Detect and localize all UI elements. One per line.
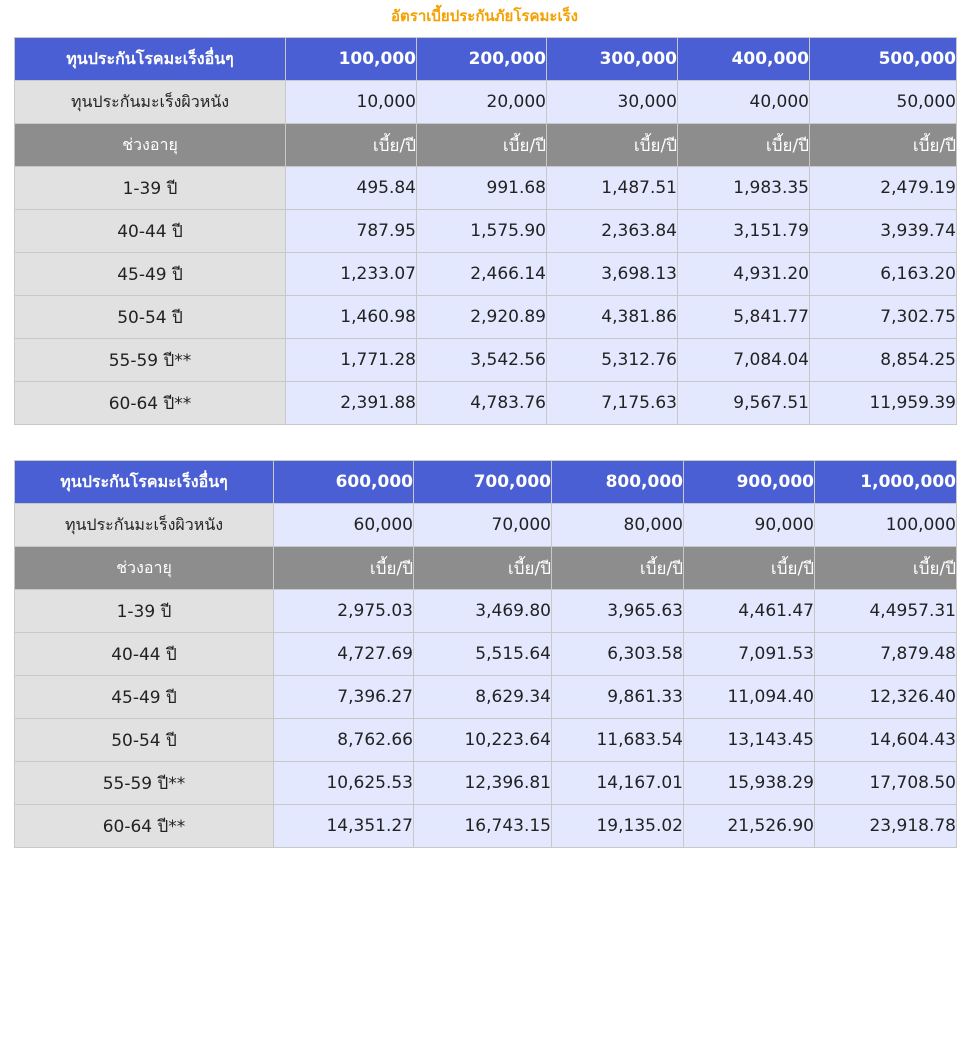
premium-cell: 6,303.58	[552, 633, 684, 676]
premium-cell: 1,233.07	[286, 253, 417, 296]
premium-unit-header: เบี้ย/ปี	[417, 124, 547, 167]
table-row	[15, 253, 957, 296]
premium-cell: 2,975.03	[274, 590, 414, 633]
sum-insured-value: 100,000	[286, 38, 417, 81]
table-row	[15, 296, 957, 339]
premium-cell: 21,526.90	[684, 805, 815, 848]
skin-cancer-value: 10,000	[286, 81, 417, 124]
sum-insured-header-row	[15, 38, 957, 81]
premium-cell: 787.95	[286, 210, 417, 253]
table-row	[15, 167, 957, 210]
skin-cancer-label: ทุนประกันมะเร็งผิวหนัง	[15, 504, 274, 547]
table-row	[15, 719, 957, 762]
premium-cell: 4,783.76	[417, 382, 547, 425]
premium-cell: 2,363.84	[547, 210, 678, 253]
premium-cell: 495.84	[286, 167, 417, 210]
premium-cell: 4,727.69	[274, 633, 414, 676]
premium-cell: 4,931.20	[678, 253, 810, 296]
premium-table-2	[14, 460, 957, 848]
premium-unit-header: เบี้ย/ปี	[684, 547, 815, 590]
premium-cell: 10,223.64	[414, 719, 552, 762]
sum-insured-value: 200,000	[417, 38, 547, 81]
sum-insured-value: 700,000	[414, 461, 552, 504]
table-row	[15, 676, 957, 719]
age-range-cell: 40-44 ปี	[15, 633, 274, 676]
premium-table-1	[14, 37, 957, 425]
premium-cell: 3,469.80	[414, 590, 552, 633]
skin-cancer-value: 50,000	[810, 81, 957, 124]
premium-cell: 14,351.27	[274, 805, 414, 848]
age-range-cell: 50-54 ปี	[15, 719, 274, 762]
premium-cell: 7,084.04	[678, 339, 810, 382]
premium-unit-header: เบี้ย/ปี	[414, 547, 552, 590]
premium-cell: 3,698.13	[547, 253, 678, 296]
premium-cell: 8,762.66	[274, 719, 414, 762]
table-row	[15, 805, 957, 848]
premium-cell: 7,302.75	[810, 296, 957, 339]
age-range-cell: 55-59 ปี**	[15, 339, 286, 382]
premium-cell: 3,151.79	[678, 210, 810, 253]
table-row	[15, 590, 957, 633]
premium-cell: 8,854.25	[810, 339, 957, 382]
premium-cell: 2,391.88	[286, 382, 417, 425]
age-range-cell: 45-49 ปี	[15, 253, 286, 296]
premium-cell: 2,466.14	[417, 253, 547, 296]
skin-cancer-value: 20,000	[417, 81, 547, 124]
skin-cancer-value: 30,000	[547, 81, 678, 124]
premium-cell: 23,918.78	[815, 805, 957, 848]
skin-cancer-value: 90,000	[684, 504, 815, 547]
premium-cell: 4,461.47	[684, 590, 815, 633]
table-row	[15, 210, 957, 253]
premium-cell: 5,312.76	[547, 339, 678, 382]
skin-cancer-value: 70,000	[414, 504, 552, 547]
premium-cell: 16,743.15	[414, 805, 552, 848]
premium-cell: 11,683.54	[552, 719, 684, 762]
unit-header-row	[15, 124, 957, 167]
age-range-cell: 60-64 ปี**	[15, 805, 274, 848]
premium-cell: 7,396.27	[274, 676, 414, 719]
premium-unit-header: เบี้ย/ปี	[274, 547, 414, 590]
skin-cancer-row	[15, 81, 957, 124]
premium-cell: 17,708.50	[815, 762, 957, 805]
premium-cell: 1,771.28	[286, 339, 417, 382]
premium-cell: 1,487.51	[547, 167, 678, 210]
table-row	[15, 762, 957, 805]
premium-cell: 9,567.51	[678, 382, 810, 425]
premium-cell: 13,143.45	[684, 719, 815, 762]
sum-insured-header-row	[15, 461, 957, 504]
premium-unit-header: เบี้ย/ปี	[552, 547, 684, 590]
premium-cell: 1,983.35	[678, 167, 810, 210]
premium-cell: 2,920.89	[417, 296, 547, 339]
premium-cell: 3,542.56	[417, 339, 547, 382]
premium-cell: 9,861.33	[552, 676, 684, 719]
age-range-header: ช่วงอายุ	[15, 124, 286, 167]
age-range-cell: 1-39 ปี	[15, 167, 286, 210]
sum-insured-value: 900,000	[684, 461, 815, 504]
premium-cell: 5,841.77	[678, 296, 810, 339]
age-range-header: ช่วงอายุ	[15, 547, 274, 590]
skin-cancer-label: ทุนประกันมะเร็งผิวหนัง	[15, 81, 286, 124]
age-range-cell: 1-39 ปี	[15, 590, 274, 633]
premium-cell: 7,879.48	[815, 633, 957, 676]
age-range-cell: 60-64 ปี**	[15, 382, 286, 425]
table-row	[15, 339, 957, 382]
premium-cell: 4,381.86	[547, 296, 678, 339]
unit-header-row	[15, 547, 957, 590]
sum-insured-value: 500,000	[810, 38, 957, 81]
table-row	[15, 382, 957, 425]
premium-cell: 7,175.63	[547, 382, 678, 425]
premium-cell: 19,135.02	[552, 805, 684, 848]
skin-cancer-value: 80,000	[552, 504, 684, 547]
premium-cell: 8,629.34	[414, 676, 552, 719]
age-range-cell: 45-49 ปี	[15, 676, 274, 719]
age-range-cell: 40-44 ปี	[15, 210, 286, 253]
premium-cell: 12,326.40	[815, 676, 957, 719]
table-row	[15, 633, 957, 676]
sum-insured-label: ทุนประกันโรคมะเร็งอื่นๆ	[15, 38, 286, 81]
premium-cell: 4,4957.31	[815, 590, 957, 633]
premium-cell: 2,479.19	[810, 167, 957, 210]
premium-unit-header: เบี้ย/ปี	[678, 124, 810, 167]
premium-cell: 3,965.63	[552, 590, 684, 633]
premium-unit-header: เบี้ย/ปี	[815, 547, 957, 590]
sum-insured-label: ทุนประกันโรคมะเร็งอื่นๆ	[15, 461, 274, 504]
premium-cell: 11,959.39	[810, 382, 957, 425]
page-title: อัตราเบี้ยประกันภัยโรคมะเร็ง	[391, 7, 578, 25]
sum-insured-value: 400,000	[678, 38, 810, 81]
premium-unit-header: เบี้ย/ปี	[286, 124, 417, 167]
premium-cell: 14,604.43	[815, 719, 957, 762]
premium-cell: 6,163.20	[810, 253, 957, 296]
skin-cancer-value: 100,000	[815, 504, 957, 547]
age-range-cell: 55-59 ปี**	[15, 762, 274, 805]
skin-cancer-row	[15, 504, 957, 547]
premium-cell: 10,625.53	[274, 762, 414, 805]
premium-cell: 11,094.40	[684, 676, 815, 719]
premium-cell: 991.68	[417, 167, 547, 210]
premium-cell: 15,938.29	[684, 762, 815, 805]
premium-cell: 1,575.90	[417, 210, 547, 253]
skin-cancer-value: 40,000	[678, 81, 810, 124]
premium-cell: 7,091.53	[684, 633, 815, 676]
age-range-cell: 50-54 ปี	[15, 296, 286, 339]
sum-insured-value: 300,000	[547, 38, 678, 81]
skin-cancer-value: 60,000	[274, 504, 414, 547]
premium-cell: 1,460.98	[286, 296, 417, 339]
premium-cell: 5,515.64	[414, 633, 552, 676]
sum-insured-value: 600,000	[274, 461, 414, 504]
premium-cell: 14,167.01	[552, 762, 684, 805]
premium-unit-header: เบี้ย/ปี	[547, 124, 678, 167]
premium-unit-header: เบี้ย/ปี	[810, 124, 957, 167]
sum-insured-value: 800,000	[552, 461, 684, 504]
premium-cell: 3,939.74	[810, 210, 957, 253]
premium-cell: 12,396.81	[414, 762, 552, 805]
sum-insured-value: 1,000,000	[815, 461, 957, 504]
